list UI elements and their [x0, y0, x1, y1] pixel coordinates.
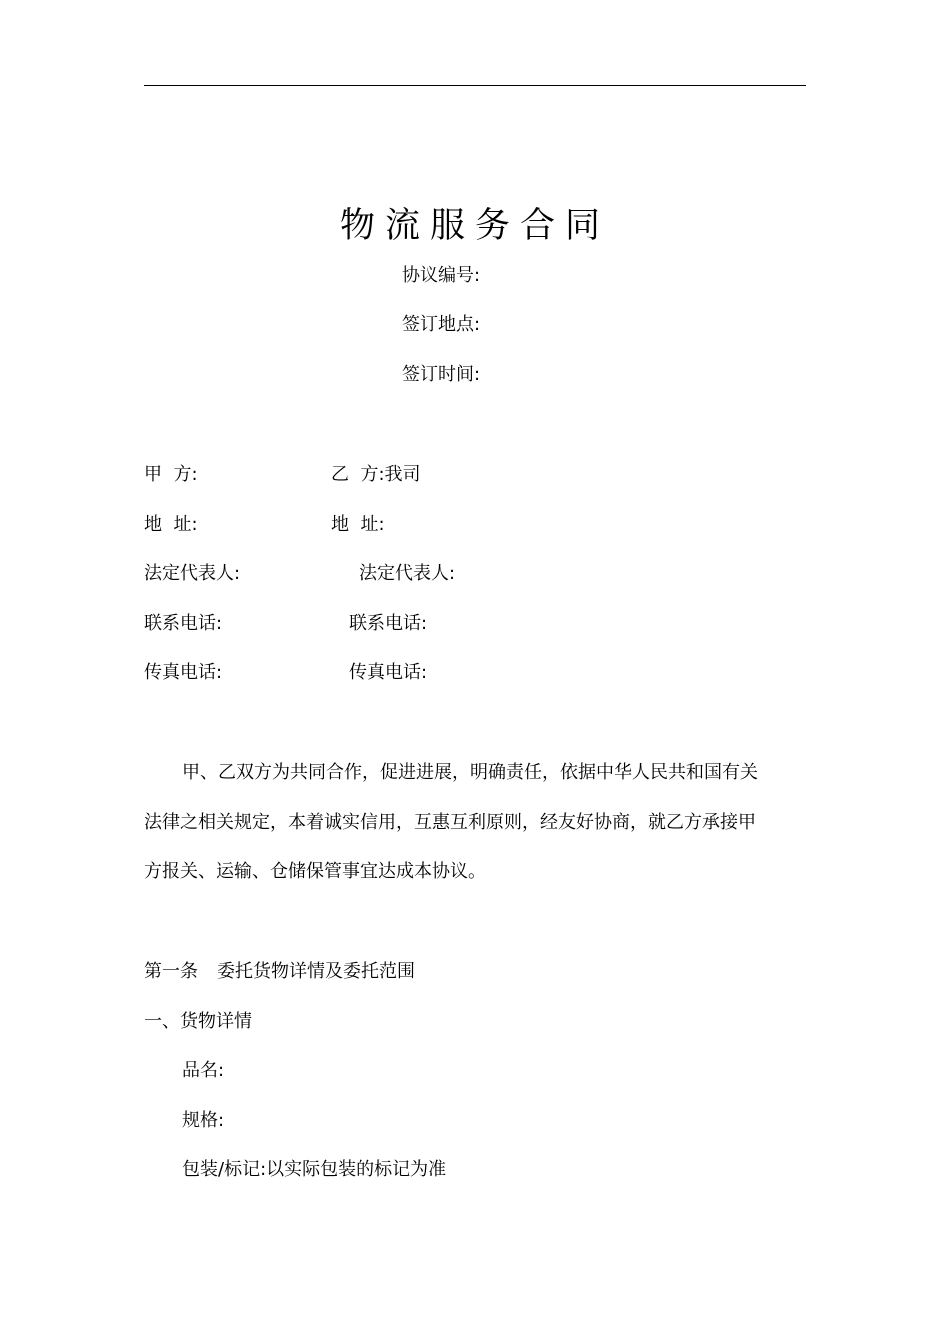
packing-value: 以实际包装的标记为准	[266, 1159, 447, 1180]
packing-label: 包装/标记:	[182, 1159, 267, 1180]
party-b-name-value: 我司	[384, 464, 421, 485]
preamble-line-3: 方报关、运输、仓储保管事宜达成本协议。	[144, 861, 486, 882]
document-title: 物流服务合同	[339, 206, 610, 246]
party-b-name-label: 乙 方:	[331, 464, 385, 485]
sign-time-label: 签订时间:	[402, 364, 481, 385]
preamble-line-1: 甲、乙双方为共同合作，促进进展，明确责任，依据中华人民共和国有关	[182, 762, 758, 783]
sign-place-label: 签订地点:	[402, 314, 481, 335]
party-a-phone-label: 联系电话:	[144, 613, 223, 634]
product-name-label: 品名:	[182, 1060, 225, 1081]
article-1-number: 第一条	[144, 961, 198, 982]
party-a-name-label: 甲 方:	[144, 464, 198, 485]
packing-row	[182, 1158, 446, 1182]
party-b-phone-label: 联系电话:	[349, 613, 428, 634]
party-b-name-row	[331, 463, 421, 487]
spec-label: 规格:	[182, 1110, 225, 1131]
party-b-fax-label: 传真电话:	[349, 662, 428, 683]
header-rule	[144, 85, 806, 86]
party-a-address-label: 地 址:	[144, 514, 198, 535]
article-1-title: 委托货物详情及委托范围	[217, 961, 415, 982]
article-1-heading	[144, 960, 415, 984]
agreement-no-label: 协议编号:	[402, 265, 481, 286]
party-b-address-label: 地 址:	[331, 514, 385, 535]
section-1-heading: 一、货物详情	[144, 1011, 252, 1032]
party-a-fax-label: 传真电话:	[144, 662, 223, 683]
party-a-legal-rep-label: 法定代表人:	[144, 563, 241, 584]
preamble-line-2: 法律之相关规定，本着诚实信用，互惠互利原则，经友好协商，就乙方承接甲	[144, 812, 756, 833]
party-b-legal-rep-label: 法定代表人:	[359, 563, 456, 584]
